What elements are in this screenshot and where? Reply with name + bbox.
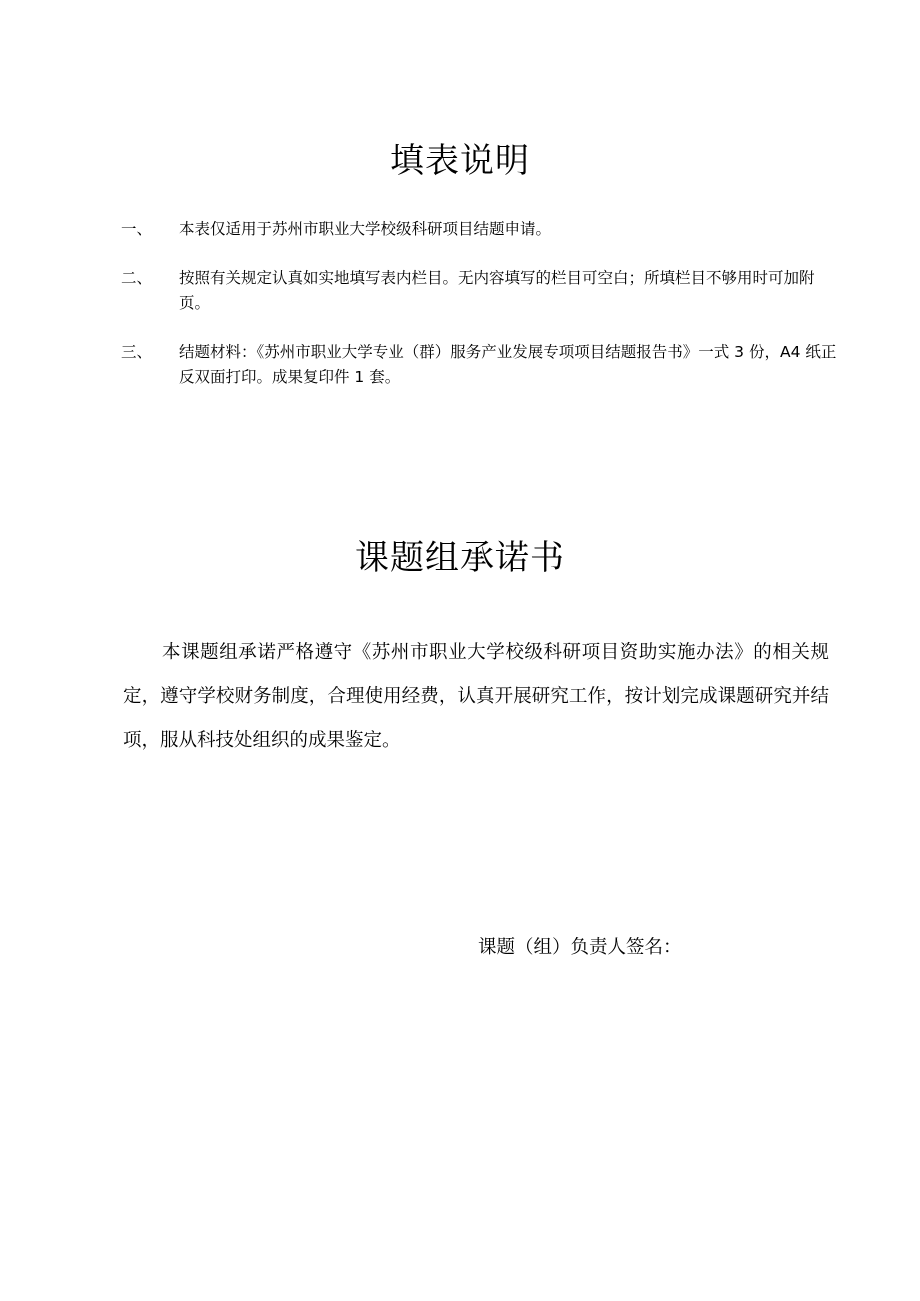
pledge-body: 本课题组承诺严格遵守《苏州市职业大学校级科研项目资助实施办法》的相关规定，遵守学校财务制度，合理使用经费，认真开展研究工作，按计划完成课题研究并结项，服从科技处组织的成果鉴定。 — [123, 642, 829, 751]
instruction-text: 本表仅适用于苏州市职业大学校级科研项目结题申请。 — [179, 220, 552, 238]
pledge-title: 课题组承诺书 — [355, 538, 565, 578]
instruction-number: 二、 — [121, 269, 153, 287]
instructions-title: 填表说明 — [390, 141, 530, 181]
signature-label: 课题（组）负责人签名： — [478, 937, 682, 958]
instruction-text: 按照有关规定认真如实地填写表内栏目。无内容填写的栏目可空白；所填栏目不够用时可加附页。 — [179, 269, 815, 312]
instruction-text: 结题材料：《苏州市职业大学专业（群）服务产业发展专项项目结题报告书》一式 3 份，A4 纸正反双面打印。成果复印件 1 套。 — [179, 343, 837, 386]
instruction-number: 三、 — [121, 343, 153, 361]
instruction-number: 一、 — [121, 220, 153, 238]
